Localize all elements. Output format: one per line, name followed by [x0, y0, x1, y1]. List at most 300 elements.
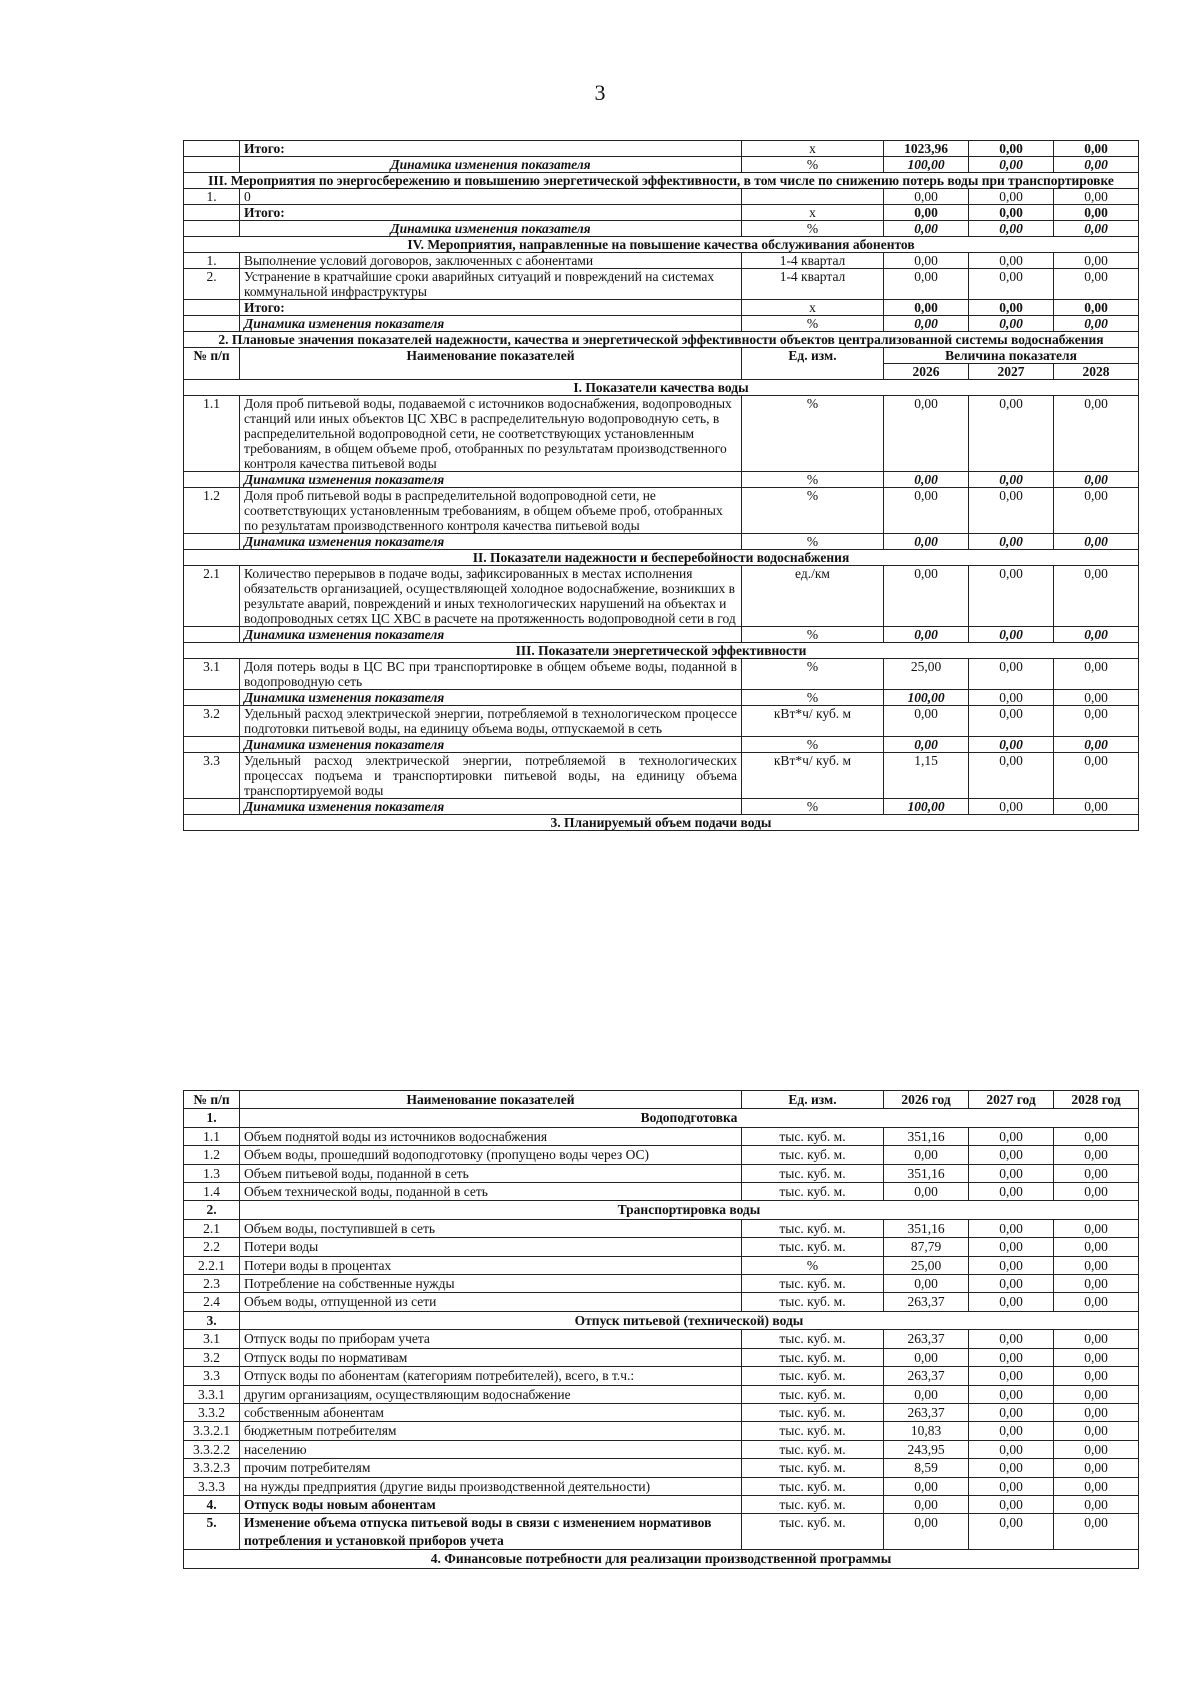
- section-heading: 3. Планируемый объем подачи воды: [184, 815, 1139, 831]
- indicator-name: Удельный расход электрической энергии, потребляемой в технологических процессах подъема и транспортировки питьевой воды, на единицу объема транспортируемой воды: [240, 753, 742, 799]
- table-row: [184, 1330, 1139, 1348]
- value-cell: 0,00: [1054, 1164, 1139, 1182]
- value-cell: 0,00: [969, 753, 1054, 799]
- value-cell: 0,00: [1054, 753, 1139, 799]
- subsection-heading: I. Показатели качества воды: [184, 380, 1139, 396]
- value-cell: 0,00: [969, 1164, 1054, 1182]
- value-cell: 263,37: [884, 1293, 969, 1311]
- table-row: [184, 1422, 1139, 1440]
- value-cell: 100,00: [884, 799, 969, 815]
- indicator-name: бюджетным потребителям: [240, 1422, 742, 1440]
- value-cell: 0,00: [969, 799, 1054, 815]
- row-number: [184, 690, 240, 706]
- value-cell: 0,00: [969, 627, 1054, 643]
- table-row: [184, 1477, 1139, 1495]
- value-cell: 0,00: [1054, 737, 1139, 753]
- value-cell: 0,00: [969, 1495, 1054, 1513]
- value-cell: 351,16: [884, 1127, 969, 1145]
- value-cell: 0,00: [969, 1146, 1054, 1164]
- table-row: [184, 269, 1139, 300]
- value-cell: 0,00: [1054, 1238, 1139, 1256]
- row-number: 2.1: [184, 1219, 240, 1237]
- value-cell: 0,00: [1054, 300, 1139, 316]
- value-cell: 0,00: [969, 706, 1054, 737]
- table-row: [184, 332, 1139, 348]
- row-number: 1.3: [184, 1164, 240, 1182]
- unit-cell: тыс. куб. м.: [742, 1330, 884, 1348]
- indicator-name: Объем поднятой воды из источников водоснабжения: [240, 1127, 742, 1145]
- section-heading: 2. Плановые значения показателей надежности, качества и энергетической эффективности объектов централизованной системы водоснабжения: [184, 332, 1139, 348]
- section-heading: 4. Финансовые потребности для реализации производственной программы: [184, 1550, 1139, 1568]
- unit-cell: %: [742, 316, 884, 332]
- value-cell: 0,00: [969, 157, 1054, 173]
- value-cell: 0,00: [969, 205, 1054, 221]
- unit-cell: тыс. куб. м.: [742, 1403, 884, 1421]
- table-row: [184, 1367, 1139, 1385]
- value-cell: 0,00: [1054, 1293, 1139, 1311]
- value-cell: 0,00: [1054, 690, 1139, 706]
- table-row: [184, 566, 1139, 627]
- indicator-name: Динамика изменения показателя: [240, 157, 742, 173]
- table-row: [184, 753, 1139, 799]
- value-cell: 0,00: [969, 1348, 1054, 1366]
- unit-cell: х: [742, 141, 884, 157]
- value-cell: 0,00: [969, 221, 1054, 237]
- value-cell: 0,00: [969, 1477, 1054, 1495]
- value-cell: 0,00: [884, 1146, 969, 1164]
- table-row: [184, 1514, 1139, 1550]
- unit-cell: ед./км: [742, 566, 884, 627]
- row-number: 1.2: [184, 488, 240, 534]
- table-row: [184, 1348, 1139, 1366]
- unit-cell: тыс. куб. м.: [742, 1293, 884, 1311]
- unit-cell: тыс. куб. м.: [742, 1238, 884, 1256]
- table-row: [184, 1440, 1139, 1458]
- table-row: [184, 1293, 1139, 1311]
- value-cell: 263,37: [884, 1403, 969, 1421]
- value-cell: 243,95: [884, 1440, 969, 1458]
- row-number: 3.3.1: [184, 1385, 240, 1403]
- col-header-year: 2026 год: [884, 1091, 969, 1109]
- indicator-name: населению: [240, 1440, 742, 1458]
- table-row: [184, 799, 1139, 815]
- group-number: 3.: [184, 1311, 240, 1329]
- unit-cell: %: [742, 221, 884, 237]
- row-number: 3.3: [184, 753, 240, 799]
- col-header-year: 2027 год: [969, 1091, 1054, 1109]
- value-cell: 0,00: [969, 1385, 1054, 1403]
- table-row: [184, 141, 1139, 157]
- value-cell: 0,00: [1054, 1127, 1139, 1145]
- value-cell: 0,00: [1054, 253, 1139, 269]
- value-cell: 0,00: [1054, 269, 1139, 300]
- row-number: 3.3: [184, 1367, 240, 1385]
- value-cell: 0,00: [969, 1514, 1054, 1550]
- col-header-year: 2027: [969, 364, 1054, 380]
- indicator-name: Объем питьевой воды, поданной в сеть: [240, 1164, 742, 1182]
- unit-cell: х: [742, 300, 884, 316]
- indicator-name: Доля потерь воды в ЦС ВС при транспортировке в общем объеме воды, поданной в водопроводную сеть: [240, 659, 742, 690]
- unit-cell: тыс. куб. м.: [742, 1164, 884, 1182]
- table-row: [184, 706, 1139, 737]
- indicator-name: Динамика изменения показателя: [240, 799, 742, 815]
- table-row: [184, 189, 1139, 205]
- value-cell: 0,00: [969, 472, 1054, 488]
- indicator-name: Динамика изменения показателя: [240, 316, 742, 332]
- row-number: [184, 141, 240, 157]
- value-cell: 0,00: [884, 253, 969, 269]
- value-cell: 0,00: [884, 1477, 969, 1495]
- table-row: [184, 472, 1139, 488]
- table-row: [184, 627, 1139, 643]
- value-cell: 0,00: [1054, 627, 1139, 643]
- indicator-name: Количество перерывов в подаче воды, зафиксированных в местах исполнения обязательств организацией, осуществляющей холодное водоснабжение, возникших в результате аварий, повреждений и иных технологических нарушений на объектах и водопроводных сетях ЦС ХВС в расчете на протяженность водопроводной сети в год: [240, 566, 742, 627]
- indicator-name: Удельный расход электрической энергии, потребляемой в технологическом процессе подготовки питьевой воды, на единицу объема воды, отпускаемой в сеть: [240, 706, 742, 737]
- indicator-name: Объем воды, поступившей в сеть: [240, 1219, 742, 1237]
- row-number: 4.: [184, 1495, 240, 1513]
- indicator-name: Устранение в кратчайшие сроки аварийных ситуаций и повреждений на системах коммунальной инфраструктуры: [240, 269, 742, 300]
- unit-cell: тыс. куб. м.: [742, 1495, 884, 1513]
- value-cell: 0,00: [969, 1219, 1054, 1237]
- row-number: [184, 737, 240, 753]
- value-cell: 0,00: [1054, 141, 1139, 157]
- value-cell: 0,00: [884, 316, 969, 332]
- value-cell: 0,00: [969, 396, 1054, 472]
- value-cell: 0,00: [884, 205, 969, 221]
- indicator-name: Динамика изменения показателя: [240, 737, 742, 753]
- value-cell: 0,00: [884, 488, 969, 534]
- value-cell: 0,00: [1054, 472, 1139, 488]
- value-cell: 100,00: [884, 157, 969, 173]
- value-cell: 351,16: [884, 1219, 969, 1237]
- value-cell: 0,00: [884, 737, 969, 753]
- row-number: 1.2: [184, 1146, 240, 1164]
- indicator-name: 0: [240, 189, 742, 205]
- row-number: [184, 627, 240, 643]
- group-heading: Отпуск питьевой (технической) воды: [240, 1311, 1139, 1329]
- indicator-name: Отпуск воды по приборам учета: [240, 1330, 742, 1348]
- table-row: [184, 1201, 1139, 1219]
- group-heading: Транспортировка воды: [240, 1201, 1139, 1219]
- row-number: 2.3: [184, 1275, 240, 1293]
- value-cell: 0,00: [969, 141, 1054, 157]
- unit-cell: х: [742, 205, 884, 221]
- row-number: 2.: [184, 269, 240, 300]
- row-number: [184, 157, 240, 173]
- indicator-name: Отпуск воды новым абонентам: [240, 1495, 742, 1513]
- value-cell: 0,00: [884, 472, 969, 488]
- value-cell: 263,37: [884, 1367, 969, 1385]
- value-cell: 0,00: [969, 316, 1054, 332]
- row-number: [184, 300, 240, 316]
- group-number: 1.: [184, 1109, 240, 1127]
- row-number: 2.1: [184, 566, 240, 627]
- value-cell: 0,00: [969, 1440, 1054, 1458]
- value-cell: 0,00: [969, 1238, 1054, 1256]
- value-cell: 0,00: [969, 269, 1054, 300]
- indicator-name: Итого:: [240, 205, 742, 221]
- value-cell: 0,00: [884, 221, 969, 237]
- value-cell: 0,00: [1054, 316, 1139, 332]
- value-cell: 0,00: [884, 396, 969, 472]
- table-row: [184, 643, 1139, 659]
- subsection-heading: III. Показатели энергетической эффективности: [184, 643, 1139, 659]
- unit-cell: тыс. куб. м.: [742, 1219, 884, 1237]
- value-cell: 0,00: [1054, 799, 1139, 815]
- indicator-name: Изменение объема отпуска питьевой воды в связи с изменением нормативов потребления и установкой приборов учета: [240, 1514, 742, 1550]
- indicator-name: Потери воды: [240, 1238, 742, 1256]
- row-number: 1.1: [184, 1127, 240, 1145]
- value-cell: 0,00: [1054, 1422, 1139, 1440]
- row-number: 3.3.2.2: [184, 1440, 240, 1458]
- indicator-name: Потребление на собственные нужды: [240, 1275, 742, 1293]
- unit-cell: %: [742, 799, 884, 815]
- table-row: [184, 380, 1139, 396]
- value-cell: 0,00: [969, 566, 1054, 627]
- value-cell: 0,00: [884, 300, 969, 316]
- value-cell: 0,00: [1054, 566, 1139, 627]
- value-cell: 0,00: [1054, 205, 1139, 221]
- indicator-name: Динамика изменения показателя: [240, 221, 742, 237]
- value-cell: 0,00: [1054, 221, 1139, 237]
- value-cell: 0,00: [884, 1514, 969, 1550]
- value-cell: 87,79: [884, 1238, 969, 1256]
- unit-cell: тыс. куб. м.: [742, 1367, 884, 1385]
- value-cell: 8,59: [884, 1459, 969, 1477]
- value-cell: 25,00: [884, 1256, 969, 1274]
- page-number: 3: [594, 80, 606, 105]
- unit-cell: тыс. куб. м.: [742, 1275, 884, 1293]
- row-number: [184, 472, 240, 488]
- value-cell: 0,00: [884, 189, 969, 205]
- unit-cell: %: [742, 1256, 884, 1274]
- value-cell: 0,00: [969, 659, 1054, 690]
- unit-cell: тыс. куб. м.: [742, 1459, 884, 1477]
- unit-cell: тыс. куб. м.: [742, 1146, 884, 1164]
- value-cell: 0,00: [1054, 1183, 1139, 1201]
- table-row: [184, 1164, 1139, 1182]
- indicator-name: Итого:: [240, 300, 742, 316]
- unit-cell: %: [742, 659, 884, 690]
- row-number: 1.1: [184, 396, 240, 472]
- table-row: [184, 1550, 1139, 1568]
- col-header-year: 2028 год: [1054, 1091, 1139, 1109]
- table-row: [184, 1183, 1139, 1201]
- value-cell: 0,00: [969, 488, 1054, 534]
- value-cell: 1023,96: [884, 141, 969, 157]
- value-cell: 0,00: [884, 1495, 969, 1513]
- unit-cell: тыс. куб. м.: [742, 1348, 884, 1366]
- indicator-name: Объем технической воды, поданной в сеть: [240, 1183, 742, 1201]
- value-cell: 0,00: [969, 1422, 1054, 1440]
- row-number: 3.3.2: [184, 1403, 240, 1421]
- table-row: [184, 1403, 1139, 1421]
- value-cell: 0,00: [1054, 1403, 1139, 1421]
- indicator-name: на нужды предприятия (другие виды производственной деятельности): [240, 1477, 742, 1495]
- unit-cell: %: [742, 396, 884, 472]
- col-header-num: № п/п: [184, 1091, 240, 1109]
- value-cell: 0,00: [1054, 1348, 1139, 1366]
- table-row: [184, 534, 1139, 550]
- indicator-name: прочим потребителям: [240, 1459, 742, 1477]
- row-number: 3.1: [184, 659, 240, 690]
- row-number: [184, 799, 240, 815]
- unit-cell: тыс. куб. м.: [742, 1385, 884, 1403]
- col-header-year: 2026: [884, 364, 969, 380]
- value-cell: 1,15: [884, 753, 969, 799]
- row-number: [184, 534, 240, 550]
- value-cell: 0,00: [1054, 1275, 1139, 1293]
- value-cell: 0,00: [969, 1330, 1054, 1348]
- col-header-unit: Ед. изм.: [742, 348, 884, 380]
- row-number: [184, 316, 240, 332]
- row-number: [184, 205, 240, 221]
- value-cell: 0,00: [1054, 1256, 1139, 1274]
- unit-cell: %: [742, 737, 884, 753]
- unit-cell: 1-4 квартал: [742, 253, 884, 269]
- unit-cell: %: [742, 157, 884, 173]
- group-heading: Водоподготовка: [240, 1109, 1139, 1127]
- row-number: 3.3.2.1: [184, 1422, 240, 1440]
- table-row: [184, 815, 1139, 831]
- value-cell: 263,37: [884, 1330, 969, 1348]
- value-cell: 0,00: [884, 1183, 969, 1201]
- table-row: [184, 237, 1139, 253]
- row-number: 3.3.3: [184, 1477, 240, 1495]
- value-cell: 0,00: [884, 566, 969, 627]
- value-cell: 0,00: [1054, 1330, 1139, 1348]
- value-cell: 0,00: [884, 1275, 969, 1293]
- indicator-name: Доля проб питьевой воды в распределительной водопроводной сети, не соответствующих установленным требованиям, в общем объеме проб, отобранных по результатам производственного контроля качества питьевой воды: [240, 488, 742, 534]
- value-cell: 0,00: [969, 1459, 1054, 1477]
- table-row: [184, 157, 1139, 173]
- value-cell: 0,00: [1054, 659, 1139, 690]
- value-cell: 0,00: [969, 1275, 1054, 1293]
- value-cell: 0,00: [969, 690, 1054, 706]
- value-cell: 0,00: [969, 1367, 1054, 1385]
- row-number: 2.2: [184, 1238, 240, 1256]
- col-header-name: Наименование показателей: [240, 1091, 742, 1109]
- indicator-name: Динамика изменения показателя: [240, 534, 742, 550]
- col-header-num: № п/п: [184, 348, 240, 380]
- table-header-row: [184, 1091, 1139, 1109]
- value-cell: 0,00: [969, 737, 1054, 753]
- value-cell: 0,00: [884, 627, 969, 643]
- table-row: [184, 488, 1139, 534]
- section-heading: IV. Мероприятия, направленные на повышение качества обслуживания абонентов: [184, 237, 1139, 253]
- value-cell: 0,00: [1054, 1477, 1139, 1495]
- table-row: [184, 1109, 1139, 1127]
- unit-cell: [742, 189, 884, 205]
- value-cell: 0,00: [1054, 1440, 1139, 1458]
- row-number: 3.1: [184, 1330, 240, 1348]
- indicator-name: Динамика изменения показателя: [240, 472, 742, 488]
- table-row: [184, 1385, 1139, 1403]
- section-heading: III. Мероприятия по энергосбережению и повышению энергетической эффективности, в том числе по снижению потерь воды при транспортировке: [184, 173, 1139, 189]
- col-header-year: 2028: [1054, 364, 1139, 380]
- value-cell: 0,00: [969, 1403, 1054, 1421]
- indicator-name: Объем воды, отпущенной из сети: [240, 1293, 742, 1311]
- table-row: [184, 690, 1139, 706]
- unit-cell: тыс. куб. м.: [742, 1127, 884, 1145]
- table-row: [184, 1146, 1139, 1164]
- table-row: [184, 550, 1139, 566]
- subsection-heading: II. Показатели надежности и бесперебойности водоснабжения: [184, 550, 1139, 566]
- table-row: [184, 253, 1139, 269]
- value-cell: 0,00: [884, 534, 969, 550]
- unit-cell: %: [742, 627, 884, 643]
- row-number: 2.2.1: [184, 1256, 240, 1274]
- value-cell: 0,00: [969, 253, 1054, 269]
- value-cell: 0,00: [969, 189, 1054, 205]
- value-cell: 0,00: [1054, 706, 1139, 737]
- value-cell: 0,00: [969, 534, 1054, 550]
- indicator-name: Динамика изменения показателя: [240, 627, 742, 643]
- value-cell: 0,00: [1054, 189, 1139, 205]
- table-row: [184, 1256, 1139, 1274]
- value-cell: 0,00: [1054, 157, 1139, 173]
- value-cell: 0,00: [1054, 1495, 1139, 1513]
- value-cell: 0,00: [1054, 1146, 1139, 1164]
- table-row: [184, 1311, 1139, 1329]
- value-cell: 25,00: [884, 659, 969, 690]
- value-cell: 351,16: [884, 1164, 969, 1182]
- value-cell: 0,00: [969, 1293, 1054, 1311]
- row-number: 3.3.2.3: [184, 1459, 240, 1477]
- indicator-name: Отпуск воды по нормативам: [240, 1348, 742, 1366]
- row-number: 2.4: [184, 1293, 240, 1311]
- table-row: [184, 348, 1139, 364]
- unit-cell: тыс. куб. м.: [742, 1183, 884, 1201]
- indicator-name: Объем воды, прошедший водоподготовку (пропущено воды через ОС): [240, 1146, 742, 1164]
- value-cell: 0,00: [969, 1256, 1054, 1274]
- group-number: 2.: [184, 1201, 240, 1219]
- table-row: [184, 1219, 1139, 1237]
- water-volume-table: [183, 1090, 1139, 1569]
- indicator-name: Динамика изменения показателя: [240, 690, 742, 706]
- row-number: 3.2: [184, 1348, 240, 1366]
- col-header-unit: Ед. изм.: [742, 1091, 884, 1109]
- table-row: [184, 173, 1139, 189]
- value-cell: 0,00: [1054, 1459, 1139, 1477]
- row-number: 1.4: [184, 1183, 240, 1201]
- col-header-value: Величина показателя: [884, 348, 1139, 364]
- unit-cell: 1-4 квартал: [742, 269, 884, 300]
- col-header-name: Наименование показателей: [240, 348, 742, 380]
- table-row: [184, 396, 1139, 472]
- table-row: [184, 316, 1139, 332]
- table-row: [184, 300, 1139, 316]
- value-cell: 0,00: [1054, 1385, 1139, 1403]
- table-row: [184, 737, 1139, 753]
- unit-cell: %: [742, 472, 884, 488]
- unit-cell: кВт*ч/ куб. м: [742, 753, 884, 799]
- value-cell: 0,00: [1054, 488, 1139, 534]
- table-row: [184, 1238, 1139, 1256]
- unit-cell: %: [742, 690, 884, 706]
- indicator-name: Итого:: [240, 141, 742, 157]
- value-cell: 0,00: [1054, 396, 1139, 472]
- value-cell: 0,00: [1054, 1514, 1139, 1550]
- value-cell: 0,00: [969, 1183, 1054, 1201]
- table-row: [184, 1459, 1139, 1477]
- indicator-name: Доля проб питьевой воды, подаваемой с источников водоснабжения, водопроводных станций или иных объектов ЦС ХВС в распределительную водопроводную сеть, в распределительной водопроводной сети, не соответствующих установленным требованиям, в общем объеме проб, отобранных по результатам производственного контроля качества питьевой воды: [240, 396, 742, 472]
- row-number: [184, 221, 240, 237]
- value-cell: 0,00: [884, 1385, 969, 1403]
- indicators-table: [183, 140, 1139, 831]
- value-cell: 0,00: [1054, 534, 1139, 550]
- table-row: [184, 205, 1139, 221]
